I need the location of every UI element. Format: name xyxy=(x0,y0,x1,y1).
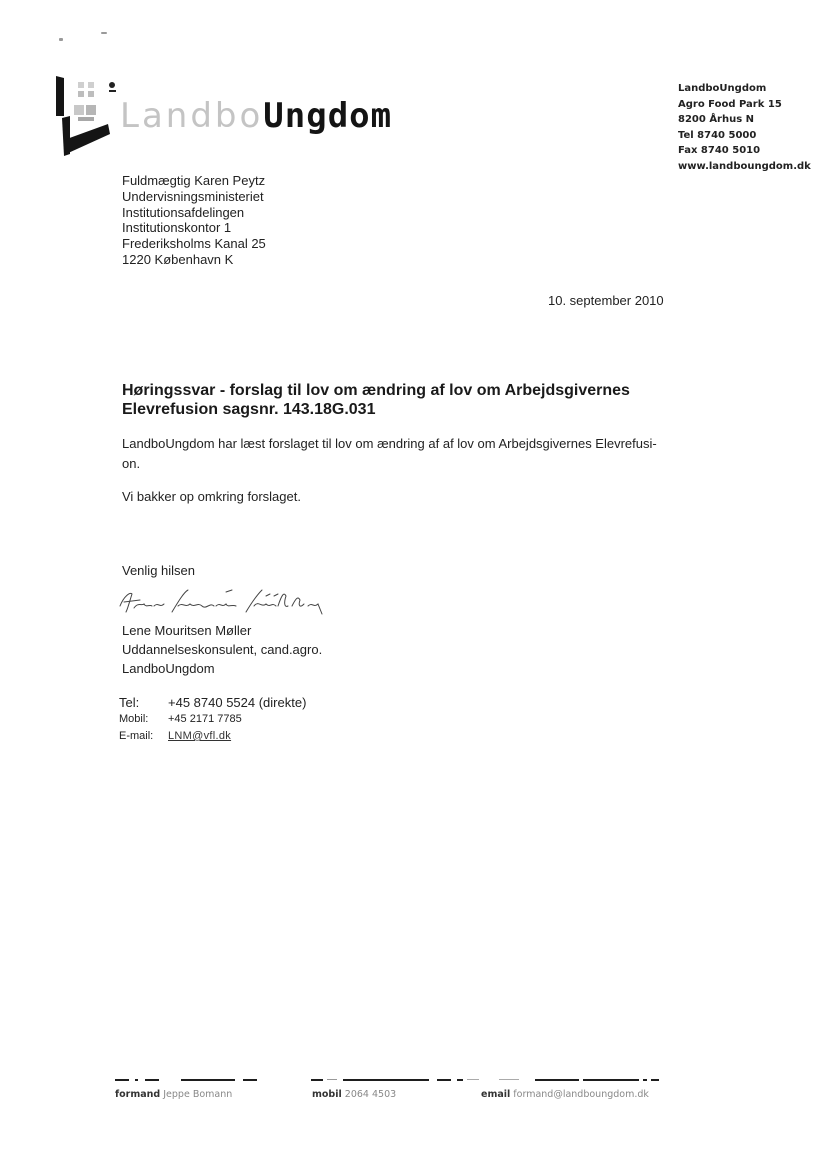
contact-mobil-value: +45 2171 7785 xyxy=(168,713,242,725)
recipient-line: Frederiksholms Kanal 25 xyxy=(122,236,266,252)
contact-tel-value: +45 8740 5524 (direkte) xyxy=(168,695,307,710)
footer-formand-value: Jeppe Bomann xyxy=(163,1089,233,1100)
signer-organization: LandboUngdom xyxy=(122,661,215,676)
recipient-line: Institutionsafdelingen xyxy=(122,204,245,220)
sender-web: www.landboungdom.dk xyxy=(678,160,811,172)
closing-greeting: Venlig hilsen xyxy=(122,563,195,578)
sender-fax: Fax 8740 5010 xyxy=(678,145,761,157)
recipient-address xyxy=(122,173,266,268)
footer-email-value[interactable]: formand@landboungdom.dk xyxy=(513,1089,649,1100)
body-paragraph-1: LandboUngdom har læst forslaget til lov om ændring af af lov om Arbejdsgivernes Elevrefusi-on. xyxy=(122,436,657,471)
contact-tel-label: Tel: xyxy=(119,695,140,710)
sender-tel: Tel 8740 5000 xyxy=(678,129,757,141)
footer-formand xyxy=(115,1089,232,1100)
recipient-line: 1220 København K xyxy=(122,251,234,267)
recipient-line: Undervisningsministeriet xyxy=(122,188,264,204)
letter-subject: Høringssvar - forslag til lov om ændring af lov om Arbejdsgivernes Elevrefusion sagsnr. 143.18G.031 xyxy=(122,382,630,418)
sender-name: LandboUngdom xyxy=(678,83,767,94)
handwritten-signature xyxy=(116,584,356,618)
footer-email-label: email xyxy=(481,1089,511,1100)
letter-date: 10. september 2010 xyxy=(548,293,664,308)
sender-street: Agro Food Park 15 xyxy=(678,98,782,110)
organization-logo xyxy=(52,74,392,162)
contact-details xyxy=(119,695,306,747)
signer-title: Uddannelseskonsulent, cand.agro. xyxy=(122,642,323,657)
contact-tel-row xyxy=(119,695,306,713)
sender-city: 8200 Århus N xyxy=(678,114,755,126)
body-paragraph-2: Vi bakker op omkring forslaget. xyxy=(122,489,301,504)
footer-formand-label: formand xyxy=(115,1089,161,1100)
signer-name: Lene Mouritsen Møller xyxy=(122,623,252,638)
logo-wordmark: LandboUngdom xyxy=(120,96,393,136)
contact-mobil-label: Mobil: xyxy=(119,713,149,725)
footer-divider xyxy=(115,1078,660,1083)
footer-mobil-value: 2064 4503 xyxy=(344,1089,397,1100)
sender-address xyxy=(678,81,811,175)
contact-email-label: E-mail: xyxy=(119,730,154,742)
contact-mobil-row xyxy=(119,713,306,730)
logo-mark-icon xyxy=(52,74,122,162)
footer-mobil xyxy=(312,1089,396,1100)
contact-email-row xyxy=(119,730,306,747)
contact-email-link[interactable]: LNM@vfl.dk xyxy=(168,730,232,742)
recipient-line: Fuldmægtig Karen Peytz xyxy=(122,173,266,188)
signer-block xyxy=(122,621,322,678)
footer-mobil-label: mobil xyxy=(312,1089,342,1100)
recipient-line: Institutionskontor 1 xyxy=(122,220,232,236)
footer-email xyxy=(481,1089,649,1100)
